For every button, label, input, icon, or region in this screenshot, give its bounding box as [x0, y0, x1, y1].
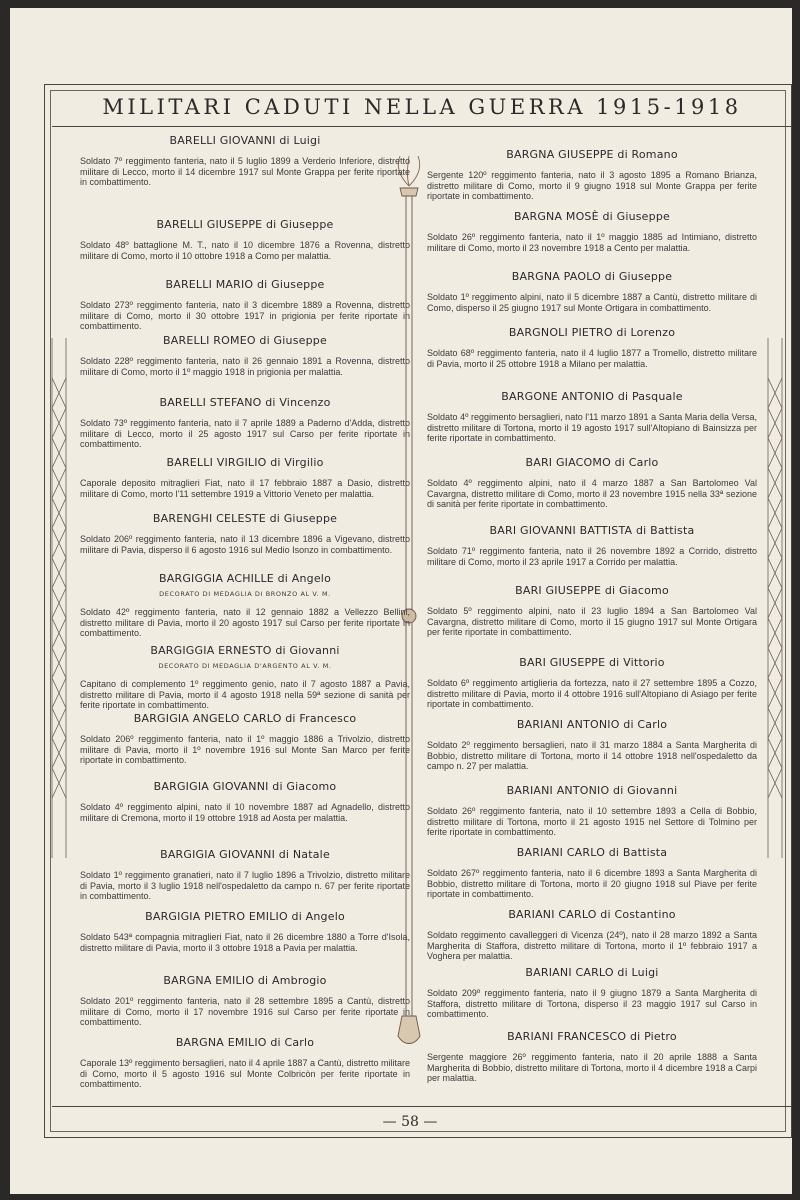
record-name: BARELLI VIRGILIO di Virgilio: [166, 456, 324, 469]
record-entry: [80, 396, 410, 450]
record-name: BARGIGIA GIOVANNI di Natale: [160, 848, 330, 861]
record-entry: [80, 456, 410, 499]
header-divider: [52, 126, 792, 127]
record-entry: [427, 270, 757, 313]
record-name: BARIANI CARLO di Battista: [516, 846, 668, 859]
record-name: BARGIGIA PIETRO EMILIO di Angelo: [145, 910, 345, 923]
record-bio: Capitano di complemento 1º reggimento genio, nato il 7 agosto 1887 a Pavia, distretto militare di Pavia, morto il 4 agosto 1918 nella 59ª sezione di sanità per ferite riportate in combattimento.: [80, 679, 410, 710]
record-name: BARELLI GIUSEPPE di Giuseppe: [156, 218, 334, 231]
record-bio: Soldato 267º reggimento fanteria, nato il 6 dicembre 1893 a Santa Margherita di Bobbio, distretto militare di Tortona, morto il 20 giugno 1918 sul Piave per ferite riportate in combattimento.: [427, 868, 757, 899]
record-name: BARELLI MARIO di Giuseppe: [165, 278, 325, 291]
record-name: BARI GIUSEPPE di Giacomo: [515, 584, 669, 597]
record-entry: [80, 848, 410, 902]
record-name: BARGNA EMILIO di Ambrogio: [163, 974, 327, 987]
record-bio: Caporale deposito mitraglieri Fiat, nato il 17 febbraio 1887 a Dasio, distretto militare di Como, morto l'11 settembre 1919 a Vittorio Veneto per malattia.: [80, 478, 410, 499]
record-name: BARGONE ANTONIO di Pasquale: [501, 390, 683, 403]
left-ornament-icon: [46, 338, 72, 858]
record-name: BARELLI GIOVANNI di Luigi: [169, 134, 321, 147]
record-entry: [427, 656, 757, 710]
record-name: BARI GIUSEPPE di Vittorio: [519, 656, 665, 669]
record-entry: [427, 456, 757, 510]
page-number: — 58 —: [382, 1114, 438, 1130]
record-name: BARI GIOVANNI BATTISTA di Battista: [489, 524, 695, 537]
record-entry: [80, 644, 410, 711]
record-name: BARIANI CARLO di Costantino: [508, 908, 676, 921]
record-entry: [80, 780, 410, 823]
record-bio: Soldato 6º reggimento artiglieria da fortezza, nato il 27 settembre 1895 a Cozzo, distretto militare di Pavia, morto il 4 ottobre 1916 sull'Altopiano di Asiago per ferite riportate in combattimento.: [427, 678, 757, 709]
record-entry: [427, 524, 757, 567]
footer-divider: [52, 1106, 792, 1107]
record-name: BARIANI CARLO di Luigi: [525, 966, 659, 979]
record-bio: Soldato 4º reggimento alpini, nato il 4 marzo 1887 a San Bartolomeo Val Cavargna, distretto militare di Como, morto il 23 novembre 1915 nella 33ª sezione di sanità per ferite riportate in combattimento.: [427, 478, 757, 509]
record-name: BARIANI FRANCESCO di Pietro: [507, 1030, 677, 1043]
record-entry: [427, 210, 757, 253]
record-entry: [427, 326, 757, 369]
record-bio: Soldato 26º reggimento fanteria, nato il 10 settembre 1893 a Cella di Bobbio, distretto militare di Tortona, morto il 21 agosto 1915 nel Settore di Tolmino per ferite riportate in combattimento.: [427, 806, 757, 837]
record-bio: Soldato 68º reggimento fanteria, nato il 4 luglio 1877 a Tromello, distretto militare di Pavia, morto il 25 ottobre 1918 a Milano per malattia.: [427, 348, 757, 369]
record-name: BARIANI ANTONIO di Giovanni: [506, 784, 678, 797]
record-bio: Soldato reggimento cavalleggeri di Vicenza (24º), nato il 28 marzo 1892 a Santa Margherita di Staffora, distretto militare di Tortona, morto il 1º febbraio 1917 a Voghera per malattia.: [427, 930, 757, 961]
record-bio: Soldato 1º reggimento alpini, nato il 5 dicembre 1887 a Cantù, distretto militare di Como, disperso il 25 giugno 1917 sul Monte Ortigara in combattimento.: [427, 292, 757, 313]
record-name: BARGNA PAOLO di Giuseppe: [511, 270, 673, 283]
record-bio: Caporale 13º reggimento bersaglieri, nato il 4 aprile 1887 a Cantù, distretto militare di Como, morto il 5 agosto 1916 sul Monte Colbricòn per ferite riportate in combattimento.: [80, 1058, 410, 1089]
record-bio: Soldato 26º reggimento fanteria, nato il 1º maggio 1885 ad Intimiano, distretto militare di Como, morto il 23 novembre 1918 a Cento per malattia.: [427, 232, 757, 253]
record-bio: Sergente 120º reggimento fanteria, nato il 3 agosto 1895 a Romano Brianza, distretto militare di Como, morto il 9 giugno 1918 sul Monte Grappa per ferite riportate in combattimento.: [427, 170, 757, 201]
record-bio: Soldato 228º reggimento fanteria, nato il 26 gennaio 1891 a Rovenna, distretto militare di Como, morto il 1º maggio 1918 in prigionia per malattia.: [80, 356, 410, 377]
record-entry: [427, 148, 757, 202]
record-name: BARIANI ANTONIO di Carlo: [516, 718, 668, 731]
record-name: BARI GIACOMO di Carlo: [525, 456, 659, 469]
record-entry: [427, 784, 757, 838]
record-entry: [80, 334, 410, 377]
record-decoration: DECORATO DI MEDAGLIA D'ARGENTO AL V. M.: [158, 662, 332, 670]
record-entry: [427, 390, 757, 444]
record-entry: [427, 718, 757, 772]
record-entry: [80, 512, 410, 555]
record-entry: [80, 218, 410, 261]
right-ornament-icon: [762, 338, 788, 858]
record-bio: Soldato 206º reggimento fanteria, nato il 1º maggio 1886 a Trivolzio, distretto militare di Pavia, morto il 1º novembre 1916 sul Monte San Marco per ferite riportate in combattimento.: [80, 734, 410, 765]
record-entry: [80, 910, 410, 953]
record-bio: Sergente maggiore 26º reggimento fanteria, nato il 20 aprile 1888 a Santa Margherita di Bobbio, distretto militare di Tortona, morto il 4 dicembre 1918 a Carpi per malattia.: [427, 1052, 757, 1083]
record-entry: [427, 584, 757, 638]
record-name: BARGNA MOSÈ di Giuseppe: [514, 210, 670, 223]
record-entry: [427, 1030, 757, 1084]
record-bio: Soldato 71º reggimento fanteria, nato il 26 novembre 1892 a Corrido, distretto militare di Como, morto il 23 aprile 1917 a Corrido per malattia.: [427, 546, 757, 567]
record-entry: [80, 712, 410, 766]
record-name: BARENGHI CELESTE di Giuseppe: [152, 512, 338, 525]
record-name: BARGIGGIA ERNESTO di Giovanni: [150, 644, 340, 657]
record-name: BARGNA EMILIO di Carlo: [175, 1036, 315, 1049]
record-name: BARGIGIA ANGELO CARLO di Francesco: [133, 712, 357, 725]
record-bio: Soldato 4º reggimento bersaglieri, nato l'11 marzo 1891 a Santa Maria della Versa, distretto militare di Tortona, morto il 19 agosto 1917 sull'Altopiano di Bainsizza per ferite riportate in combattimento.: [427, 412, 757, 443]
record-entry: [80, 278, 410, 332]
record-bio: Soldato 2º reggimento bersaglieri, nato il 31 marzo 1884 a Santa Margherita di Bobbio, distretto militare di Tortona, morto il 14 ottobre 1918 nell'ospedaletto da campo n. 27 per malattia.: [427, 740, 757, 771]
record-name: BARGIGIA GIOVANNI di Giacomo: [153, 780, 337, 793]
record-decoration: DECORATO DI MEDAGLIA DI BRONZO AL V. M.: [159, 590, 331, 598]
record-bio: Soldato 543ª compagnia mitraglieri Fiat, nato il 26 dicembre 1880 a Torre d'Isola, distretto militare di Pavia, morto il 3 ottobre 1918 a Pavia per malattia.: [80, 932, 410, 953]
record-bio: Soldato 201º reggimento fanteria, nato il 28 settembre 1895 a Cantù, distretto militare di Como, morto il 17 novembre 1916 sul Carso per ferite riportate in combattimento.: [80, 996, 410, 1027]
record-bio: Soldato 206º reggimento fanteria, nato il 13 dicembre 1896 a Vigevano, distretto militare di Pavia, disperso il 6 agosto 1916 sul Medio Isonzo in combattimento.: [80, 534, 410, 555]
record-entry: [80, 974, 410, 1028]
record-bio: Soldato 4º reggimento alpini, nato il 10 novembre 1887 ad Agnadello, distretto militare di Cremona, morto il 19 ottobre 1918 ad Aosta per malattia.: [80, 802, 410, 823]
record-bio: Soldato 7º reggimento fanteria, nato il 5 luglio 1899 a Verderio Inferiore, distretto militare di Lecco, morto il 14 dicembre 1917 sul Monte Grappa per ferite riportate in combattimento.: [80, 156, 410, 187]
record-name: BARGIGGIA ACHILLE di Angelo: [159, 572, 331, 585]
record-entry: [80, 134, 410, 188]
page-title: MILITARI CADUTI NELLA GUERRA 1915-1918: [102, 95, 742, 119]
record-name: BARELLI ROMEO di Giuseppe: [163, 334, 327, 347]
record-entry: [427, 908, 757, 962]
record-entry: [427, 966, 757, 1020]
record-name: BARGNA GIUSEPPE di Romano: [506, 148, 678, 161]
record-bio: Soldato 42º reggimento fanteria, nato il 12 gennaio 1882 a Vellezzo Bellini, distretto militare di Pavia, morto il 20 agosto 1917 sul Carso per ferite riportate in combattimento.: [80, 607, 410, 638]
record-name: BARGNOLI PIETRO di Lorenzo: [508, 326, 676, 339]
record-name: BARELLI STEFANO di Vincenzo: [159, 396, 331, 409]
record-entry: [427, 846, 757, 900]
record-bio: Soldato 1º reggimento granatieri, nato il 7 luglio 1896 a Trivolzio, distretto militare di Pavia, morto il 3 luglio 1918 nell'ospedaletto da campo n. 67 per ferite riportate in combattimento.: [80, 870, 410, 901]
record-entry: [80, 1036, 410, 1090]
record-bio: Soldato 73º reggimento fanteria, nato il 7 aprile 1889 a Paderno d'Adda, distretto militare di Lecco, morto il 25 agosto 1917 sul Carso per ferite riportate in combattimento.: [80, 418, 410, 449]
record-entry: [80, 572, 410, 639]
record-bio: Soldato 48º battaglione M. T., nato il 10 dicembre 1876 a Rovenna, distretto militare di Como, morto il 10 ottobre 1918 a Como per malattia.: [80, 240, 410, 261]
record-bio: Soldato 273º reggimento fanteria, nato il 3 dicembre 1889 a Rovenna, distretto militare di Como, morto il 30 ottobre 1917 in prigionia per ferite riportate in combattimento.: [80, 300, 410, 331]
record-bio: Soldato 209º reggimento fanteria, nato il 9 giugno 1879 a Santa Margherita di Staffora, distretto militare di Tortona, disperso il 23 maggio 1917 sul Carso in combattimento.: [427, 988, 757, 1019]
page-sheet: [10, 8, 792, 1194]
record-bio: Soldato 5º reggimento alpini, nato il 23 luglio 1894 a San Bartolomeo Val Cavargna, distretto militare di Como, morto il 15 giugno 1917 sul Monte Ortigara per ferite riportate in combattimento.: [427, 606, 757, 637]
